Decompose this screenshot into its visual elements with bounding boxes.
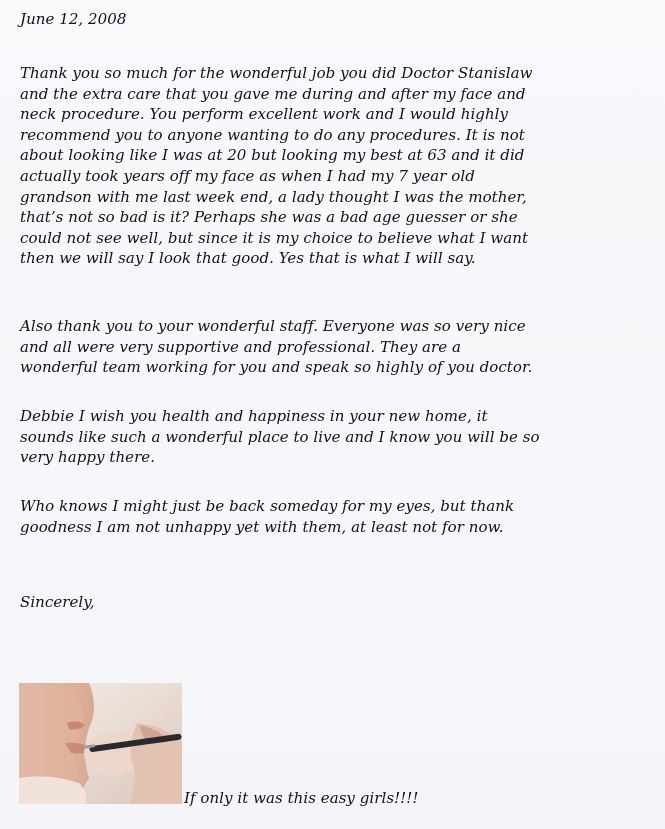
letter-closing: Sincerely, [20,593,95,611]
cosmetic-procedure-photo [19,683,182,804]
paragraph-eyes: Who knows I might just be back someday for my eyes, but thank goodness I am not unhappy yet with them, at least not for now. [20,497,515,536]
letter-date: June 12, 2008 [20,10,127,28]
paragraph-thanks: Thank you so much for the wonderful job you did Doctor Stanislaw and the extra care that you gave me during and after my face and neck procedure. You perform excellent work and I would highly recommend you to anyone wanting to do any procedures. It is not about looking like I was at 20 but looking my best at 63 and it did actually took years off my face as when I had my 7 year old grandson with me last week end, a lady thought I was the mother, that’s not so bad is it? Perhaps she was a bad age guesser or she could not see well, but since it is my choice to believe what I want then we will say I look that good. Yes that is what I will say. [20,64,533,268]
photo-caption: If only it was this easy girls!!!! [184,789,419,807]
paragraph-staff: Also thank you to your wonderful staff. Everyone was so very nice and all were very supportive and professional. They are a wonderful team working for you and speak so highly of you doctor. [20,317,533,377]
paragraph-debbie: Debbie I wish you health and happiness in your new home, it sounds like such a wonderful place to live and I know you will be so very happy there. [20,407,540,467]
